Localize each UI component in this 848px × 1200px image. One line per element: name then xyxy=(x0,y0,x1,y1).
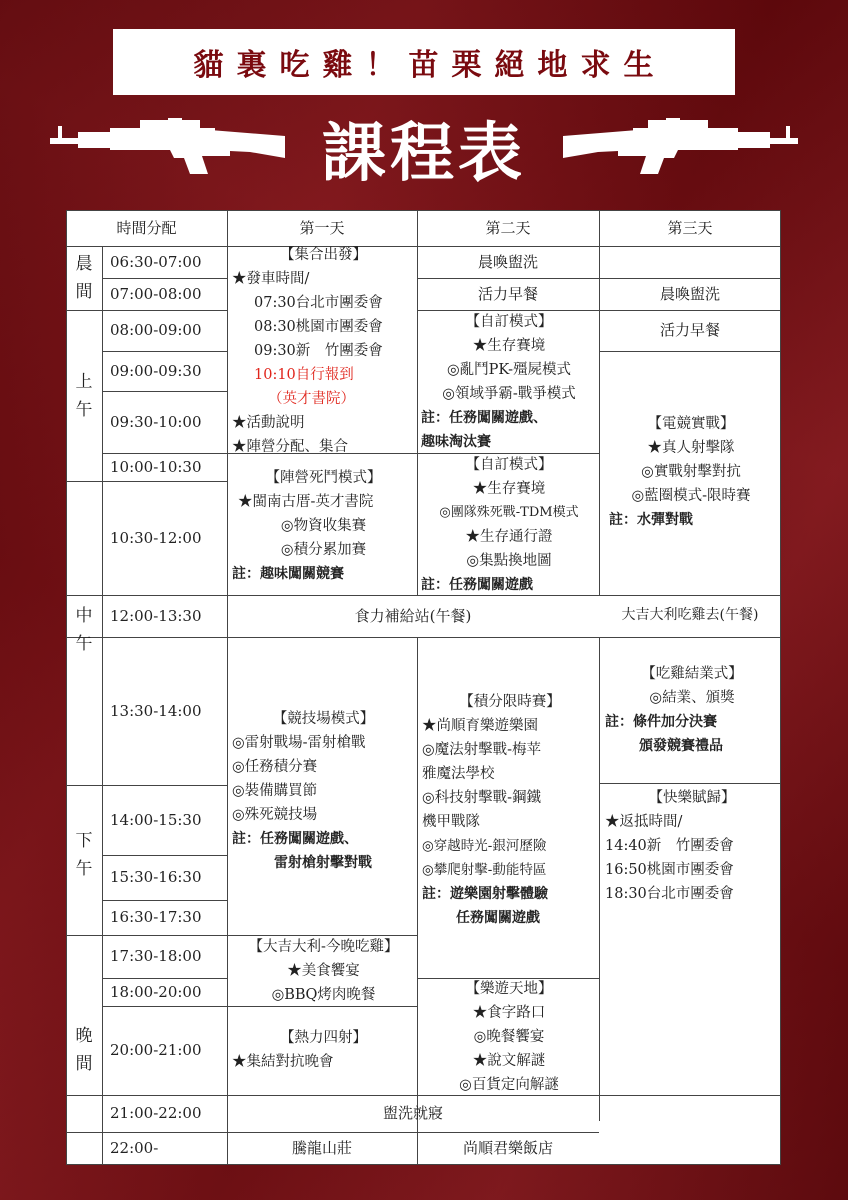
block-line: ◎晚餐饗宴 xyxy=(473,1029,545,1045)
day2-custom2-block xyxy=(421,455,597,595)
day1-arena-block xyxy=(232,707,415,875)
block-note: 趣味淘汰賽 xyxy=(421,434,491,450)
block-note: 註：任務闖關遊戲 xyxy=(421,577,533,593)
day2-breakfast: 活力早餐 xyxy=(477,284,538,303)
block-title: 【電競實戰】 xyxy=(647,416,735,432)
header-day3: 第三天 xyxy=(667,218,713,237)
day1-lodging: 騰龍山莊 xyxy=(291,1138,352,1157)
block-line: ◎物資收集賽 xyxy=(280,518,367,534)
block-line: ★閩南古厝-英才書院 xyxy=(238,494,374,510)
block-line: ★美食饗宴 xyxy=(287,963,360,979)
block-line: ★活動說明 xyxy=(232,414,305,431)
day3-closing-block xyxy=(605,660,779,760)
cell-divider xyxy=(599,351,781,352)
block-line: ◎任務積分賽 xyxy=(232,759,318,775)
block-line: ◎攀爬射擊-動能特區 xyxy=(422,862,547,878)
block-title: 【集合出發】 xyxy=(280,246,367,263)
block-title: 【熱力四射】 xyxy=(280,1030,367,1046)
column-divider xyxy=(227,210,228,1165)
block-line: 10:10自行報到 xyxy=(254,366,354,383)
block-line: 雅魔法學校 xyxy=(422,766,495,782)
day2-timed-block xyxy=(422,690,598,930)
column-divider xyxy=(599,637,600,1121)
block-line: 18:30台北市團委會 xyxy=(605,886,734,902)
header-time: 時間分配 xyxy=(116,218,177,237)
block-line: 09:30新 竹團委會 xyxy=(254,342,383,359)
table-border xyxy=(780,210,781,1165)
time-slot: 17:30-18:00 xyxy=(110,947,202,966)
block-note: 註：任務闖關遊戲、 xyxy=(232,831,358,847)
block-line: ★發車時間/ xyxy=(232,270,310,287)
block-line: 16:50桃園市團委會 xyxy=(605,862,734,878)
block-line: ★生存賽境 xyxy=(472,338,546,354)
block-line: ◎百貨定向解謎 xyxy=(459,1077,559,1093)
block-line: ◎實戰射擊對抗 xyxy=(641,464,741,480)
block-line: ◎集點換地圖 xyxy=(466,553,552,569)
block-note: 任務闖關遊戲 xyxy=(456,910,540,926)
block-line: ★生存賽境 xyxy=(472,481,546,497)
time-slot: 20:00-21:00 xyxy=(110,1041,202,1060)
block-title: 【陣營死鬥模式】 xyxy=(265,470,382,486)
block-line: （英才書院） xyxy=(268,390,355,407)
period-label: 晚 間 xyxy=(75,1026,93,1074)
block-line: ◎積分累加賽 xyxy=(280,542,367,558)
period-label: 上 午 xyxy=(75,371,93,420)
block-line: ◎裝備購買節 xyxy=(232,783,318,799)
block-line: ◎BBQ烤肉晚餐 xyxy=(271,987,376,1003)
time-slot: 16:30-17:30 xyxy=(110,908,202,927)
block-title: 【快樂賦歸】 xyxy=(648,790,736,806)
period-label: 下 午 xyxy=(75,831,93,879)
block-line: ★生存通行證 xyxy=(465,529,553,545)
period-label: 中 午 xyxy=(75,606,93,654)
time-slot: 22:00- xyxy=(110,1138,159,1157)
block-line: 07:30台北市團委會 xyxy=(254,294,383,311)
column-divider xyxy=(417,637,418,1165)
block-line: 08:30桃園市團委會 xyxy=(254,318,383,335)
time-slot: 12:00-13:30 xyxy=(110,606,202,625)
block-line: ◎殊死競技場 xyxy=(232,807,318,823)
day2-custom1-block xyxy=(421,312,597,452)
shared-sleep: 盥洗就寢 xyxy=(382,1104,443,1123)
day3-lunch: 大吉大利吃雞去(午餐) xyxy=(621,607,759,624)
event-title-banner xyxy=(113,29,735,95)
time-slot: 08:00-09:00 xyxy=(110,321,202,340)
day3-wash: 晨喚盥洗 xyxy=(659,284,720,303)
day1-gather-block xyxy=(232,248,415,453)
day2-lodging: 尚順君樂飯店 xyxy=(462,1138,553,1157)
block-note: 註：任務闖關遊戲、 xyxy=(421,410,547,426)
block-note: 註：條件加分決賽 xyxy=(605,714,717,730)
block-title: 【自訂模式】 xyxy=(465,314,553,330)
block-note: 雷射槍射擊對戰 xyxy=(274,855,372,871)
time-slot: 10:00-10:30 xyxy=(110,457,202,476)
time-slot: 09:00-09:30 xyxy=(110,361,202,380)
block-line: ◎魔法射擊戰-梅苹 xyxy=(422,742,542,758)
day2-wash: 晨喚盥洗 xyxy=(477,252,538,271)
block-title: 【樂遊天地】 xyxy=(465,981,553,997)
block-line: ★返抵時間/ xyxy=(605,814,683,830)
time-slot: 10:30-12:00 xyxy=(110,528,202,547)
block-line: ◎領域爭霸-戰爭模式 xyxy=(442,386,576,402)
block-note: 註：水彈對戰 xyxy=(609,512,693,528)
cell-divider xyxy=(599,783,781,784)
column-divider xyxy=(599,210,600,595)
time-slot: 09:30-10:00 xyxy=(110,412,202,431)
time-slot: 13:30-14:00 xyxy=(110,701,202,720)
time-slot: 07:00-08:00 xyxy=(110,284,202,303)
block-title: 【大吉大利-今晚吃雞】 xyxy=(248,939,399,955)
time-slot: 15:30-16:30 xyxy=(110,868,202,887)
block-line: ★尚順育樂遊樂園 xyxy=(422,718,538,734)
block-line: ★說文解謎 xyxy=(472,1053,546,1069)
event-title: 貓裏吃雞！苗栗絕地求生 xyxy=(193,48,667,83)
day1-dinner-block xyxy=(232,937,415,1005)
block-note: 註：遊樂園射擊體驗 xyxy=(422,886,548,902)
block-note: 註：趣味闖關競賽 xyxy=(232,566,344,582)
block-line: ◎科技射擊戰-鋼鐵 xyxy=(422,790,542,806)
period-label: 晨 間 xyxy=(75,254,93,302)
block-title: 【積分限時賽】 xyxy=(459,694,561,710)
block-line: ◎亂鬥PK-殭屍模式 xyxy=(446,362,572,378)
block-title: 【吃雞結業式】 xyxy=(641,666,743,682)
block-line: 機甲戰隊 xyxy=(422,814,480,830)
day2-park-block xyxy=(421,980,597,1094)
block-title: 【自訂模式】 xyxy=(465,457,553,473)
day3-return-block xyxy=(605,788,779,904)
block-line: ◎團隊殊死戰-TDM模式 xyxy=(439,505,579,520)
block-line: ★陣營分配、集合 xyxy=(232,438,348,455)
time-slot: 06:30-07:00 xyxy=(110,252,202,271)
header-day2: 第二天 xyxy=(485,218,531,237)
time-slot: 21:00-22:00 xyxy=(110,1104,202,1123)
day3-breakfast: 活力早餐 xyxy=(659,321,720,340)
table-border xyxy=(66,1164,781,1165)
block-note: 頒發競賽禮品 xyxy=(639,738,723,754)
block-line: ★真人射擊隊 xyxy=(647,440,735,456)
block-line: ◎藍圈模式-限時賽 xyxy=(631,488,751,504)
day1-night-block xyxy=(232,1010,415,1090)
header-day1: 第一天 xyxy=(299,218,345,237)
time-slot: 14:00-15:30 xyxy=(110,810,202,829)
block-line: 14:40新 竹團委會 xyxy=(605,838,734,854)
day3-esports-block xyxy=(603,410,779,534)
block-line: ◎雷射戰場-雷射槍戰 xyxy=(232,735,366,751)
block-line: ★食字路口 xyxy=(472,1005,546,1021)
block-line: ◎結業、頒獎 xyxy=(649,690,735,706)
block-line: ★集結對抗晚會 xyxy=(232,1054,334,1070)
block-line: ◎穿越時光-銀河歷險 xyxy=(422,838,547,854)
schedule-table xyxy=(66,210,781,1165)
day1-camp-block xyxy=(232,464,415,588)
schedule-heading: 課程表 xyxy=(322,117,526,191)
shared-lunch: 食力補給站(午餐) xyxy=(354,606,472,625)
block-title: 【競技場模式】 xyxy=(272,711,375,727)
time-slot: 18:00-20:00 xyxy=(110,982,202,1001)
